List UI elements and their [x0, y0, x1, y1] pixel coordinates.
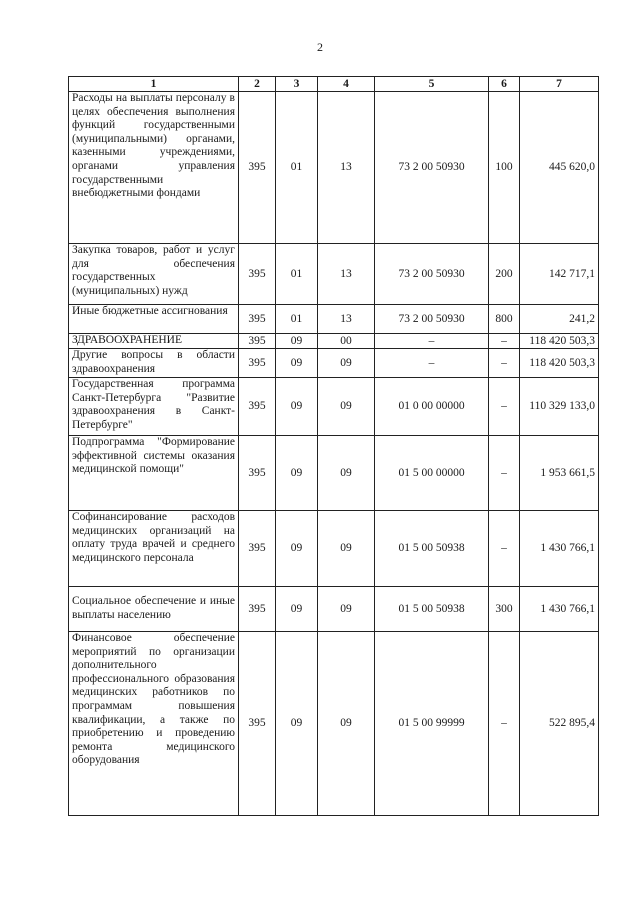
row-name: Социальное обеспечение и иные выплаты населению — [69, 587, 239, 632]
table-row — [69, 305, 599, 334]
cell-admin-code: 395 — [239, 436, 276, 511]
cell-admin-code: 395 — [239, 92, 276, 244]
cell-target-code: 01 5 00 99999 — [375, 632, 489, 816]
cell-amount: 1 430 766,1 — [520, 587, 599, 632]
cell-amount: 110 329 133,0 — [520, 378, 599, 436]
header-cell: 1 — [69, 77, 239, 92]
cell-amount: 118 420 503,3 — [520, 349, 599, 378]
cell-section: 09 — [276, 436, 318, 511]
cell-expense-type: 100 — [489, 92, 520, 244]
cell-section: 09 — [276, 334, 318, 349]
table-row — [69, 92, 599, 244]
cell-section: 09 — [276, 587, 318, 632]
cell-section: 09 — [276, 349, 318, 378]
cell-admin-code: 395 — [239, 244, 276, 305]
cell-amount: 241,2 — [520, 305, 599, 334]
cell-target-code: 01 5 00 00000 — [375, 436, 489, 511]
cell-subsection: 09 — [318, 632, 375, 816]
row-name: Закупка товаров, работ и услуг для обеспечения государственных (муниципальных) нужд — [69, 244, 239, 305]
page-number: 2 — [317, 40, 323, 54]
row-name: Государственная программа Санкт-Петербурга "Развитие здравоохранения в Санкт-Петербурге" — [69, 378, 239, 436]
cell-amount: 118 420 503,3 — [520, 334, 599, 349]
row-name: Финансовое обеспечение мероприятий по организации дополнительного профессионального образования медицинских работников по программам повышения квалификации, а также по приобретению и проведению ремонта медицинского оборудования — [69, 632, 239, 816]
table-row — [69, 349, 599, 378]
cell-target-code: – — [375, 349, 489, 378]
cell-expense-type: – — [489, 334, 520, 349]
cell-expense-type: – — [489, 436, 520, 511]
cell-admin-code: 395 — [239, 511, 276, 587]
cell-section: 09 — [276, 511, 318, 587]
cell-section: 09 — [276, 378, 318, 436]
row-name: Софинансирование расходов медицинских организаций на оплату труда врачей и среднего медицинского персонала — [69, 511, 239, 587]
cell-admin-code: 395 — [239, 378, 276, 436]
header-cell: 7 — [520, 77, 599, 92]
cell-section: 01 — [276, 244, 318, 305]
cell-admin-code: 395 — [239, 349, 276, 378]
header-cell: 3 — [276, 77, 318, 92]
cell-subsection: 09 — [318, 587, 375, 632]
header-row — [69, 77, 599, 92]
cell-target-code: 73 2 00 50930 — [375, 305, 489, 334]
table-row — [69, 632, 599, 816]
cell-admin-code: 395 — [239, 587, 276, 632]
row-name: ЗДРАВООХРАНЕНИЕ — [69, 334, 239, 349]
cell-target-code: 01 5 00 50938 — [375, 587, 489, 632]
cell-target-code: 01 5 00 50938 — [375, 511, 489, 587]
cell-expense-type: 200 — [489, 244, 520, 305]
cell-target-code: 73 2 00 50930 — [375, 92, 489, 244]
row-name: Подпрограмма "Формирование эффективной системы оказания медицинской помощи" — [69, 436, 239, 511]
row-name: Иные бюджетные ассигнования — [69, 305, 239, 334]
cell-target-code: 73 2 00 50930 — [375, 244, 489, 305]
cell-subsection: 09 — [318, 436, 375, 511]
cell-admin-code: 395 — [239, 334, 276, 349]
cell-expense-type: – — [489, 378, 520, 436]
cell-section: 01 — [276, 305, 318, 334]
cell-subsection: 00 — [318, 334, 375, 349]
cell-expense-type: 300 — [489, 587, 520, 632]
cell-expense-type: – — [489, 632, 520, 816]
cell-admin-code: 395 — [239, 632, 276, 816]
table-row — [69, 244, 599, 305]
header-cell: 4 — [318, 77, 375, 92]
cell-subsection: 09 — [318, 511, 375, 587]
cell-target-code: 01 0 00 00000 — [375, 378, 489, 436]
cell-amount: 445 620,0 — [520, 92, 599, 244]
table-row — [69, 334, 599, 349]
cell-amount: 522 895,4 — [520, 632, 599, 816]
cell-expense-type: 800 — [489, 305, 520, 334]
cell-subsection: 09 — [318, 349, 375, 378]
cell-amount: 142 717,1 — [520, 244, 599, 305]
cell-admin-code: 395 — [239, 305, 276, 334]
budget-table — [68, 76, 599, 816]
header-cell: 5 — [375, 77, 489, 92]
cell-expense-type: – — [489, 511, 520, 587]
row-name: Расходы на выплаты персоналу в целях обеспечения выполнения функций государственными (муниципальными) органами, казенными учреждениями, органами управления государственными внебюджетными фондами — [69, 92, 239, 244]
header-cell: 6 — [489, 77, 520, 92]
header-cell: 2 — [239, 77, 276, 92]
cell-expense-type: – — [489, 349, 520, 378]
table-row — [69, 511, 599, 587]
table-row — [69, 436, 599, 511]
cell-subsection: 13 — [318, 244, 375, 305]
cell-subsection: 13 — [318, 305, 375, 334]
cell-subsection: 13 — [318, 92, 375, 244]
cell-amount: 1 953 661,5 — [520, 436, 599, 511]
row-name: Другие вопросы в области здравоохранения — [69, 349, 239, 378]
cell-section: 09 — [276, 632, 318, 816]
cell-subsection: 09 — [318, 378, 375, 436]
table-row — [69, 378, 599, 436]
table-row — [69, 587, 599, 632]
cell-section: 01 — [276, 92, 318, 244]
cell-target-code: – — [375, 334, 489, 349]
cell-amount: 1 430 766,1 — [520, 511, 599, 587]
